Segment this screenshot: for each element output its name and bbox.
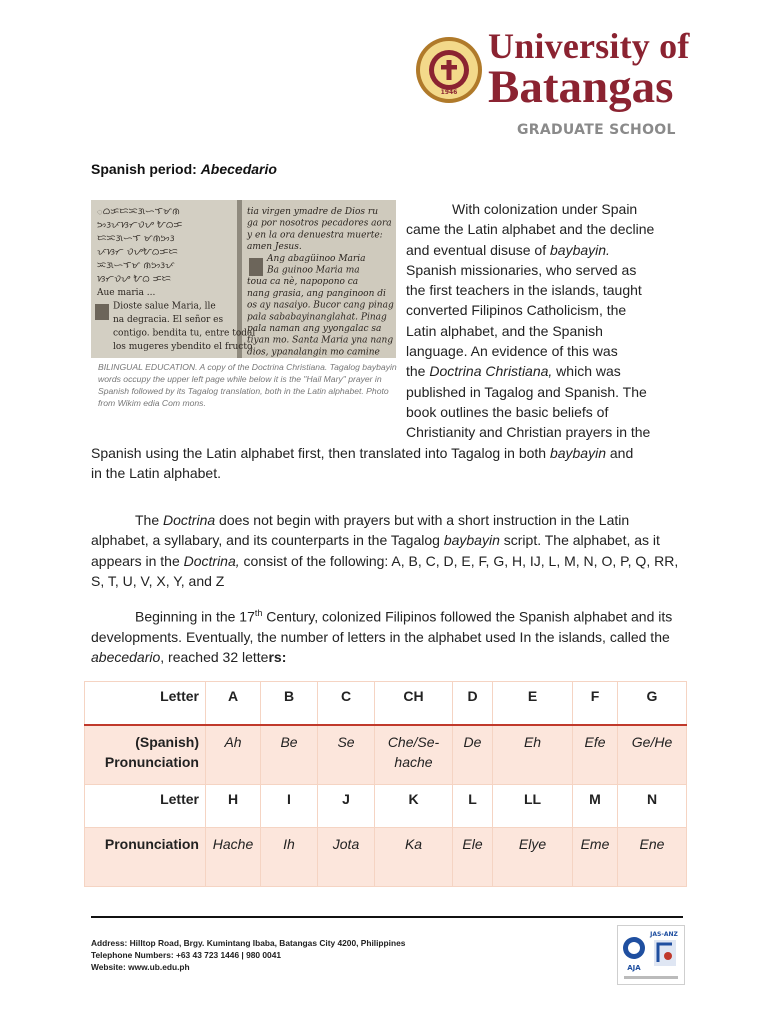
pronunciation-cell: Jota <box>318 828 375 887</box>
letter-cell: L <box>453 785 493 828</box>
footer-address: Address: Hilltop Road, Brgy. Kumintang Ibaba, Batangas City 4200, Philippines <box>91 938 406 948</box>
pronunciation-cell: Elye <box>493 828 573 887</box>
manuscript-left-line: ᜀᜊᜃᜇᜁᜄᜑᜎᜋᜈ <box>97 207 180 217</box>
paragraph-abecedario: Beginning in the 17th Century, colonized Filipinos followed the Spanish alphabet and its developments. Eventually, the number of letters in the alphabet used In the islands, called the abecedario, reached 32 letters: <box>91 608 673 666</box>
table-row <box>85 682 687 726</box>
figure-caption: BILINGUAL EDUCATION. A copy of the Doctrina Christiana. Tagalog baybayin words occupy the upper left page while below it is the "Hail Mary" prayer in Spanish followed by its Tagalog translation, both in the Latin alphabet. Photo from Wikim edia Com mons. <box>98 362 397 408</box>
manuscript-left-line: ᜅᜂᜉᜐᜆᜏᜌ ᜀᜊᜃ <box>97 220 183 231</box>
pronunciation-cell: Ah <box>206 725 261 785</box>
manuscript-right-line: Ba guinoo Maria ma <box>267 265 360 276</box>
paragraph-colonization <box>406 199 676 443</box>
footer-divider <box>91 916 683 918</box>
p1-line: language. An evidence of this was <box>406 343 618 360</box>
letter-cell: G <box>618 682 687 726</box>
table-row <box>85 785 687 828</box>
table-row <box>85 828 687 887</box>
letter-cell: CH <box>375 682 453 726</box>
footer-website: Website: www.ub.edu.ph <box>91 962 190 972</box>
letter-cell: C <box>318 682 375 726</box>
certification-badge-logo <box>617 925 685 985</box>
p1-line: Christianity and Christian prayers in the <box>406 424 651 441</box>
pronunciation-cell: Ih <box>261 828 318 887</box>
letter-cell: E <box>493 682 573 726</box>
p1-line: published in Tagalog and Spanish. The <box>406 383 647 400</box>
letter-cell: M <box>573 785 618 828</box>
manuscript-right-line: Ang abagüinoo Maria <box>267 253 366 264</box>
paragraph-colonization-continued: Spanish using the Latin alphabet first, then translated into Tagalog in both baybayin and in the Latin alphabet. <box>91 445 634 482</box>
abecedario-table <box>84 681 687 887</box>
cert-label: JAS-ANZ <box>650 931 678 938</box>
p1-line: converted Filipinos Catholicism, the <box>406 302 627 319</box>
manuscript-left-line: ᜐᜆᜏᜌ ᜀᜊ ᜃᜇ <box>97 274 171 285</box>
manuscript-right-line: y en la ora denuestra muerte: <box>247 230 383 241</box>
p1-line: and eventual disuse of baybayin. <box>406 241 610 258</box>
letter-cell: K <box>375 785 453 828</box>
table-row <box>85 725 687 785</box>
manuscript-right-line: toua ca nè, napopono ca <box>247 277 359 288</box>
pronunciation-cell: Ene <box>618 828 687 887</box>
manuscript-left-line: na degracia. El señor es <box>113 315 224 325</box>
letter-cell: J <box>318 785 375 828</box>
manuscript-right-line: tia virgen ymadre de Dios ru <box>247 207 379 217</box>
letter-cell: LL <box>493 785 573 828</box>
pronunciation-cell: Ka <box>375 828 453 887</box>
pronunciation-cell: Se <box>318 725 375 785</box>
university-name-line2: Batangas <box>488 61 674 113</box>
graduate-school-label: GRADUATE SCHOOL <box>517 122 676 138</box>
letter-cell: A <box>206 682 261 726</box>
manuscript-left-line: Aue maria ... <box>97 288 156 298</box>
pronunciation-cell: Ge/He <box>618 725 687 785</box>
pronunciation-cell: De <box>453 725 493 785</box>
row-header: Letter <box>85 682 206 726</box>
p1-line: With colonization under Spain <box>452 201 638 217</box>
p1-line: the first teachers in the islands, taught <box>406 282 642 299</box>
p1-line: the Doctrina Christiana, which was <box>406 363 621 380</box>
p1-line: Spanish missionaries, who served as <box>406 261 637 278</box>
row-header: (Spanish) Pronunciation <box>85 725 206 785</box>
pronunciation-cell: Che/Se-hache <box>375 725 453 785</box>
doctrina-christiana-image <box>91 200 396 358</box>
manuscript-right-line: pala naman ang yyongalac sa <box>247 324 382 334</box>
manuscript-right-line: amen Jesus. <box>247 242 302 253</box>
manuscript-left-line: los mugeres ybendito el fructo <box>113 342 253 352</box>
manuscript-right-line: pala sababayinanglahat. Pinag <box>247 312 387 323</box>
university-name-line1: University of <box>488 26 690 66</box>
manuscript-left-line: Dioste salue Maria, lle <box>113 301 216 312</box>
seal-year: 1946 <box>440 89 458 96</box>
university-seal-logo <box>415 36 483 104</box>
pronunciation-cell: Eme <box>573 828 618 887</box>
letter-cell: F <box>573 682 618 726</box>
manuscript-right-line: dios, ypanalangin mo camine <box>247 347 380 358</box>
letter-cell: H <box>206 785 261 828</box>
footer-contact <box>91 937 405 973</box>
pronunciation-cell: Ele <box>453 828 493 887</box>
letter-cell: N <box>618 785 687 828</box>
letter-cell: I <box>261 785 318 828</box>
p1-line: Latin alphabet, and the Spanish <box>406 322 603 339</box>
letter-cell: B <box>261 682 318 726</box>
section-title: Spanish period: Abecedario <box>91 161 277 177</box>
manuscript-left-line: ᜉᜐᜆ ᜏᜌᜀᜊᜃᜇ <box>97 247 178 258</box>
manuscript-left-line: ᜁᜄᜑᜎᜋ ᜈᜅᜂᜉ <box>97 261 175 271</box>
manuscript-right-line: os ay nasaiyo. Bucor cang pinag <box>247 300 394 311</box>
manuscript-left-line: contigo. bendita tu, entre todal <box>113 328 256 339</box>
letter-cell: D <box>453 682 493 726</box>
p1-line: came the Latin alphabet and the decline <box>406 221 655 238</box>
manuscript-right-line: nang grasia, ang panginoon di <box>247 288 386 299</box>
row-header: Letter <box>85 785 206 828</box>
paragraph-doctrina: The Doctrina does not begin with prayers but with a short instruction in the Latin alphabet, a syllabary, and its counterparts in the Tagalog baybayin script. The alphabet, as it appears in the Doctrina, consist of the following: A, B, C, D, E, F, G, H, IJ, L, M, N, O, P, Q, RR, S, T, U, V, X, Y, and Z <box>91 512 679 589</box>
pronunciation-cell: Eh <box>493 725 573 785</box>
cert-org-label: AJA <box>627 964 641 972</box>
manuscript-left-line: ᜇᜁᜄᜑᜎ ᜋᜈᜅᜂ <box>97 234 175 244</box>
manuscript-right-line: tiyan mo. Santa Maria yna nang <box>247 335 394 346</box>
manuscript-right-line: ga por nosotros pecadores aora <box>247 218 392 229</box>
footer-phone: Telephone Numbers: +63 43 723 1446 | 980 0041 <box>91 950 282 960</box>
p1-line: book outlines the basic beliefs of <box>406 403 609 420</box>
pronunciation-cell: Hache <box>206 828 261 887</box>
pronunciation-cell: Efe <box>573 725 618 785</box>
row-header: Pronunciation <box>85 828 206 887</box>
pronunciation-cell: Be <box>261 725 318 785</box>
